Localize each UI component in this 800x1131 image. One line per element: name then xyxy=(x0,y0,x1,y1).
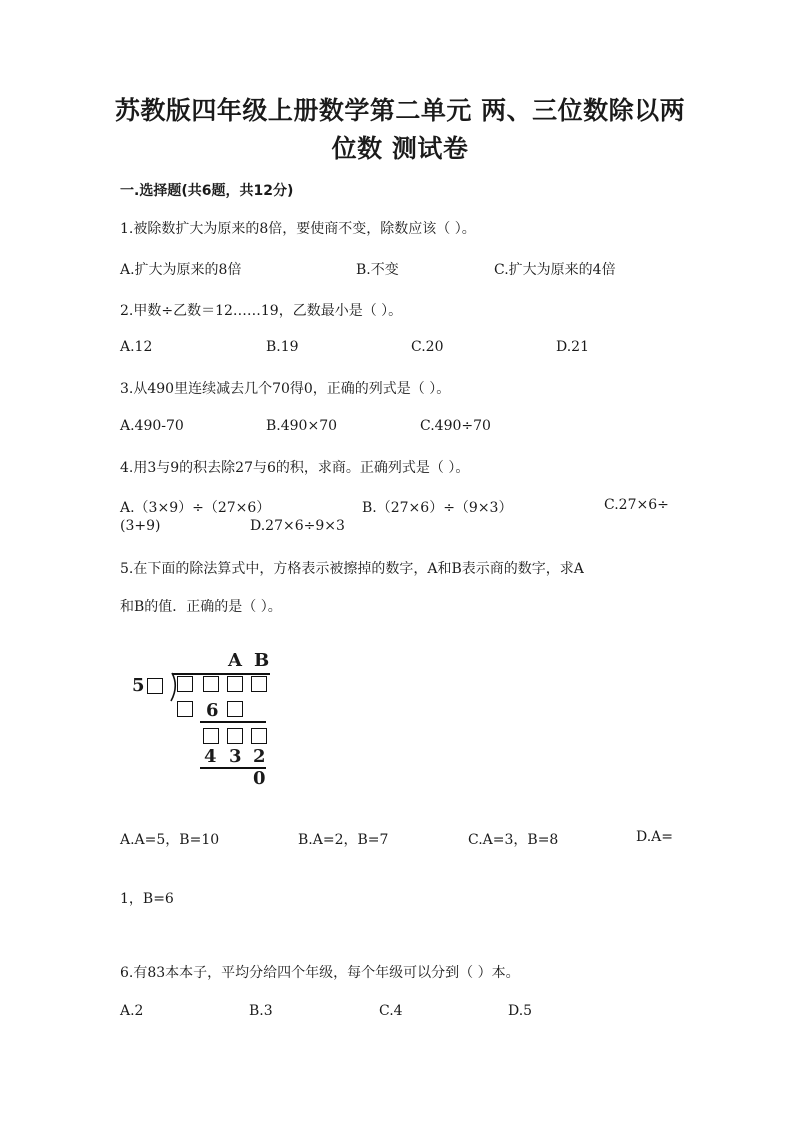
question-4-option-c[interactable]: C.27×6÷ xyxy=(604,497,669,513)
product-blank-box-2 xyxy=(227,701,243,717)
division-bar xyxy=(172,673,270,675)
dividend-blank-box-1 xyxy=(177,676,193,692)
question-4-option-c-continued: (3+9) xyxy=(120,518,161,534)
question-4-option-a[interactable]: A.（3×9）÷（27×6） xyxy=(120,500,271,516)
question-1-option-a[interactable]: A.扩大为原来的8倍 xyxy=(120,262,242,278)
subtraction-line-1 xyxy=(200,721,266,723)
product-middle-digit: 6 xyxy=(206,700,219,721)
question-3-stem: 3.从490里连续减去几个70得0，正确的列式是（ ）。 xyxy=(120,381,451,397)
section-heading: 一.选择题(共6题，共12分) xyxy=(120,183,294,199)
question-5-option-b[interactable]: B.A=2，B=7 xyxy=(298,832,389,848)
question-6-option-c[interactable]: C.4 xyxy=(379,1003,403,1019)
page-title-line-2: 位数 测试卷 xyxy=(331,134,469,163)
final-remainder: 0 xyxy=(253,768,266,789)
divisor-blank-box xyxy=(147,678,163,694)
dividend-blank-box-4 xyxy=(251,676,267,692)
question-2-option-b[interactable]: B.19 xyxy=(266,339,299,355)
question-6-option-b[interactable]: B.3 xyxy=(249,1003,273,1019)
remainder-blank-box-1 xyxy=(203,728,219,744)
question-1-option-c[interactable]: C.扩大为原来的4倍 xyxy=(494,262,616,278)
product-row-digit-3: 2 xyxy=(253,746,266,767)
question-2-option-d[interactable]: D.21 xyxy=(556,339,589,355)
question-4-stem: 4.用3与9的积去除27与6的积，求商。正确列式是（ ）。 xyxy=(120,460,470,476)
dividend-blank-box-3 xyxy=(227,676,243,692)
question-2-option-a[interactable]: A.12 xyxy=(120,339,153,355)
question-3-option-a[interactable]: A.490-70 xyxy=(120,418,184,434)
quotient-digit-a: A xyxy=(228,650,242,671)
question-4-option-b[interactable]: B.（27×6）÷（9×3） xyxy=(362,500,513,516)
product-row-digit-2: 3 xyxy=(229,746,242,767)
product-row-digit-1: 4 xyxy=(204,746,217,767)
question-6-option-a[interactable]: A.2 xyxy=(120,1003,144,1019)
question-2-stem: 2.甲数÷乙数＝12……19，乙数最小是（ ）。 xyxy=(120,303,403,319)
question-3-option-b[interactable]: B.490×70 xyxy=(266,418,338,434)
question-5-option-d-continued: 1，B=6 xyxy=(120,891,174,907)
question-5-option-c[interactable]: C.A=3，B=8 xyxy=(468,832,559,848)
product-blank-box-1 xyxy=(177,701,193,717)
remainder-blank-box-2 xyxy=(227,728,243,744)
question-3-option-c[interactable]: C.490÷70 xyxy=(420,418,491,434)
question-5-option-a[interactable]: A.A=5，B=10 xyxy=(120,832,220,848)
dividend-blank-box-2 xyxy=(203,676,219,692)
question-1-stem: 1.被除数扩大为原来的8倍，要使商不变，除数应该（ ）。 xyxy=(120,221,476,237)
long-division-diagram xyxy=(130,650,280,789)
question-6-stem: 6.有83本本子，平均分给四个年级，每个年级可以分到（ ）本。 xyxy=(120,965,520,981)
page-title-line-1: 苏教版四年级上册数学第二单元 两、三位数除以两 xyxy=(114,96,686,125)
page-title xyxy=(100,92,700,168)
question-5-stem-line-1: 5.在下面的除法算式中，方格表示被擦掉的数字，A和B表示商的数字，求A xyxy=(120,561,584,577)
question-1-option-b[interactable]: B.不变 xyxy=(356,262,399,278)
question-2-option-c[interactable]: C.20 xyxy=(411,339,444,355)
question-4-option-d[interactable]: D.27×6÷9×3 xyxy=(250,518,345,534)
question-6-option-d[interactable]: D.5 xyxy=(508,1003,533,1019)
question-5-option-d[interactable]: D.A= xyxy=(636,829,674,845)
quotient-digit-b: B xyxy=(254,650,270,671)
remainder-blank-box-3 xyxy=(251,728,267,744)
divisor-digit: 5 xyxy=(132,675,145,696)
question-5-stem-line-2: 和B的值．正确的是（ ）。 xyxy=(120,599,282,615)
